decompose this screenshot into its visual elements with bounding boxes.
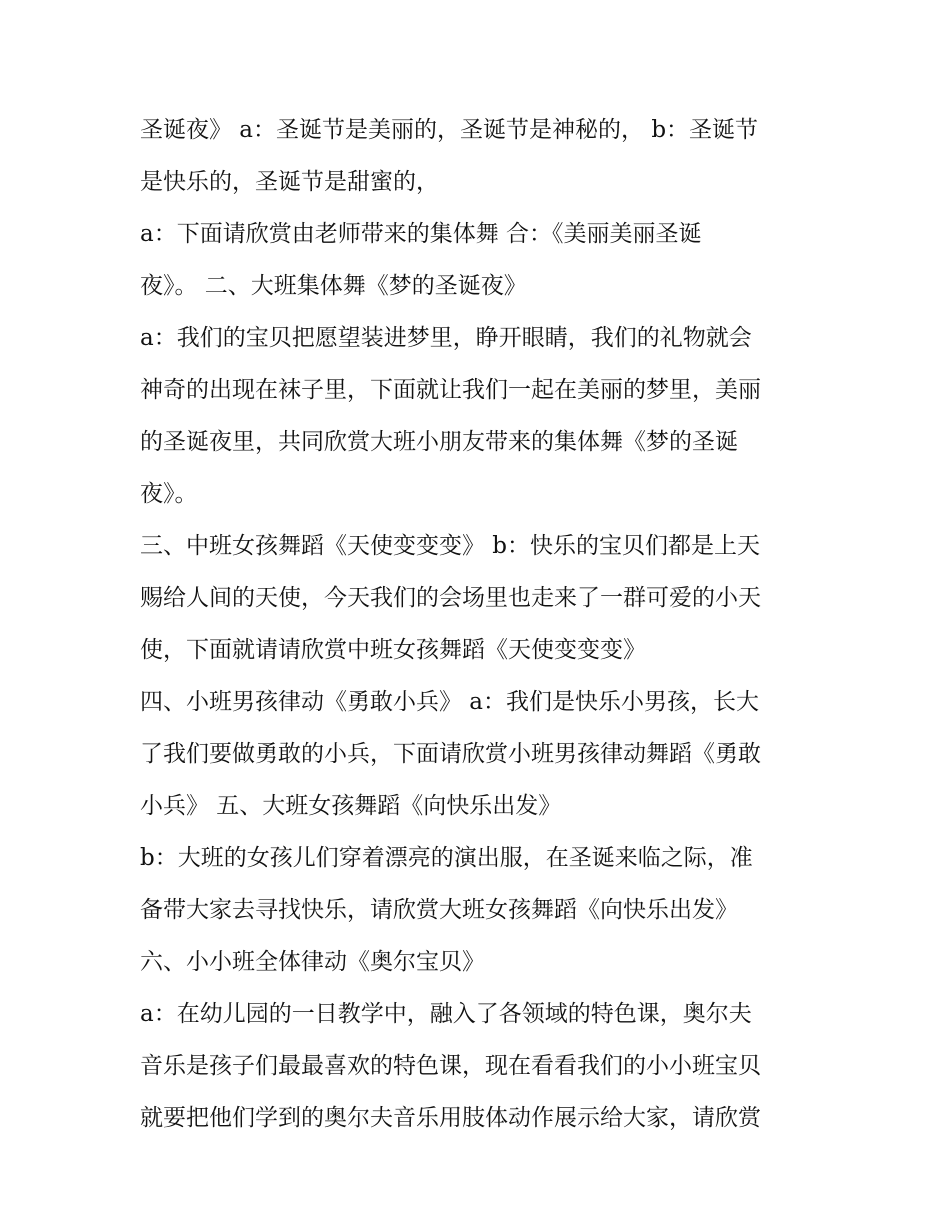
text-line: 的圣诞夜里，共同欣赏大班小朋友带来的集体舞《梦的圣诞: [140, 429, 738, 455]
text-line: 四、小班男孩律动《勇敢小兵》 a：我们是快乐小男孩，长大: [140, 689, 760, 715]
text-line: b：大班的女孩儿们穿着漂亮的演出服，在圣诞来临之际，准: [140, 845, 753, 871]
text-line: 神奇的出现在袜子里，下面就让我们一起在美丽的梦里，美丽: [140, 377, 761, 403]
text-line: a：在幼儿园的一日教学中，融入了各领域的特色课，奥尔夫: [140, 1001, 752, 1027]
text-line: 夜》。 二、大班集体舞《梦的圣诞夜》: [140, 273, 527, 299]
text-line: 了我们要做勇敢的小兵，下面请欣赏小班男孩律动舞蹈《勇敢: [140, 741, 761, 767]
text-line: 小兵》 五、大班女孩舞蹈《向快乐出发》: [140, 793, 562, 819]
text-line: 夜》。: [140, 481, 198, 507]
text-line: 音乐是孩子们最最喜欢的特色课，现在看看我们的小小班宝贝: [140, 1053, 761, 1079]
text-line: 圣诞夜》 a：圣诞节是美丽的，圣诞节是神秘的， b：圣诞节: [140, 117, 759, 143]
text-line: 就要把他们学到的奥尔夫音乐用肢体动作展示给大家，请欣赏: [140, 1105, 761, 1131]
text-line: 备带大家去寻找快乐，请欣赏大班女孩舞蹈《向快乐出发》: [140, 897, 738, 923]
text-line: 是快乐的，圣诞节是甜蜜的，: [140, 169, 439, 195]
document-body-text: [140, 104, 820, 1144]
text-line: 六、小小班全体律动《奥尔宝贝》: [140, 949, 485, 975]
text-line: 赐给人间的天使，今天我们的会场里也走来了一群可爱的小天: [140, 585, 761, 611]
text-line: a：我们的宝贝把愿望装进梦里，睁开眼睛，我们的礼物就会: [140, 325, 752, 351]
text-line: a：下面请欣赏由老师带来的集体舞 合：《美丽美丽圣诞: [140, 221, 702, 247]
text-line: 使，下面就请请欣赏中班女孩舞蹈《天使变变变》: [140, 637, 646, 663]
text-line: 三、中班女孩舞蹈《天使变变变》 b：快乐的宝贝们都是上天: [140, 533, 761, 559]
